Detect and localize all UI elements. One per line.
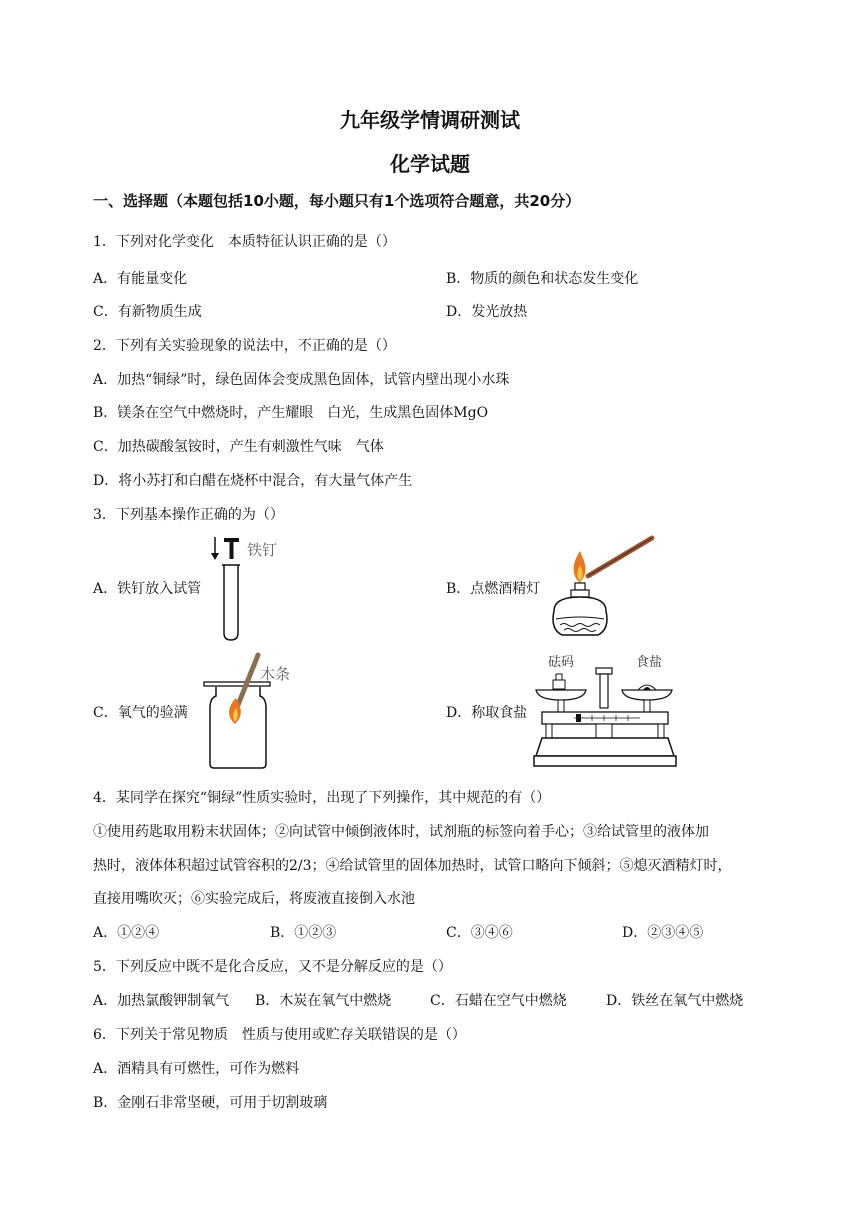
page-title: 九年级学情调研测试	[340, 108, 520, 132]
question-3-option-d: D．称取食盐	[446, 705, 528, 721]
weight-label: 砝码	[548, 655, 575, 670]
question-5-option-c: C．石蜡在空气中燃烧	[430, 993, 567, 1009]
question-4-option-c: C．③④⑥	[446, 925, 513, 941]
nail-icon	[230, 541, 234, 559]
right-pan-icon	[622, 690, 672, 700]
question-3-option-b: B．点燃酒精灯	[446, 581, 541, 597]
weight-icon	[553, 680, 565, 689]
question-2-option-c: C．加热碳酸氢铵时，产生有刺激性气味 气体	[93, 439, 384, 455]
question-5-option-b: B．木炭在氧气中燃烧	[255, 993, 392, 1009]
question-5-stem: 5．下列反应中既不是化合反应，又不是分解反应的是（）	[93, 959, 452, 975]
section-heading: 一、选择题（本题包括10小题，每小题只有1个选项符合题意，共20分）	[93, 192, 581, 210]
figure-balance	[530, 652, 680, 772]
question-3-option-c: C．氧气的验满	[93, 705, 188, 721]
pointer-column-icon	[600, 674, 608, 708]
question-4-option-a: A．①②④	[93, 925, 160, 941]
figure-oxygen-test	[200, 652, 300, 772]
question-6-option-b: B．金刚石非常坚硬，可用于切割玻璃	[93, 1095, 328, 1111]
alcohol-lamp-icon	[553, 597, 607, 635]
question-1-option-d: D．发光放热	[446, 304, 528, 320]
question-4-line-1: ①使用药匙取用粉末状固体；②向试管中倾倒液体时，试剂瓶的标签向着手心；③给试管里的液体加	[93, 824, 709, 840]
question-1-option-c: C．有新物质生成	[93, 304, 202, 320]
figure-nail-test-tube	[205, 533, 285, 643]
question-1-option-b: B．物质的颜色和状态发生变化	[446, 271, 639, 287]
nail-label: 铁钉	[247, 541, 278, 559]
question-2-stem: 2．下列有关实验现象的说法中，不正确的是（）	[93, 338, 396, 354]
question-3-option-a: A．铁钉放入试管	[93, 581, 202, 597]
question-5-option-a: A．加热氯酸钾制氧气	[93, 993, 230, 1009]
balance-base-icon	[536, 738, 674, 756]
question-3-stem: 3．下列基本操作正确的为（）	[93, 507, 284, 523]
question-4-line-3: 直接用嘴吹灭；⑥实验完成后，将废液直接倒入水池	[93, 891, 415, 907]
figure-alcohol-lamp	[540, 533, 660, 643]
salt-label: 食盐	[636, 655, 663, 670]
question-2-option-d: D．将小苏打和白醋在烧杯中混合，有大量气体产生	[93, 473, 413, 489]
test-tube-icon	[224, 565, 238, 640]
question-4-option-d: D．②③④⑤	[622, 925, 704, 941]
question-2-option-a: A．加热“铜绿”时，绿色固体会变成黑色固体，试管内壁出现小水珠	[93, 372, 510, 388]
question-4-line-2: 热时，液体体积超过试管容积的2/3；④给试管里的固体加热时，试管口略向下倾斜；⑤熄灭酒精灯时，	[93, 858, 732, 874]
question-5-option-d: D．铁丝在氧气中燃烧	[606, 993, 744, 1009]
question-2-option-b: B．镁条在空气中燃烧时，产生耀眼 白光，生成黑色固体MgO	[93, 405, 489, 421]
wood-stick-label: 木条	[260, 665, 291, 683]
question-6-option-a: A．酒精具有可燃性，可作为燃料	[93, 1061, 300, 1077]
question-4-stem: 4．某同学在探究“铜绿”性质实验时，出现了下列操作，其中规范的有（）	[93, 790, 551, 806]
question-6-stem: 6．下列关于常见物质 性质与使用或贮存关联错误的是（）	[93, 1027, 466, 1043]
page-subtitle: 化学试题	[390, 152, 470, 176]
question-4-option-b: B．①②③	[270, 925, 337, 941]
question-1-stem: 1．下列对化学变化 本质特征认识正确的是（）	[93, 234, 396, 250]
question-1-option-a: A．有能量变化	[93, 271, 188, 287]
left-pan-icon	[536, 690, 586, 700]
